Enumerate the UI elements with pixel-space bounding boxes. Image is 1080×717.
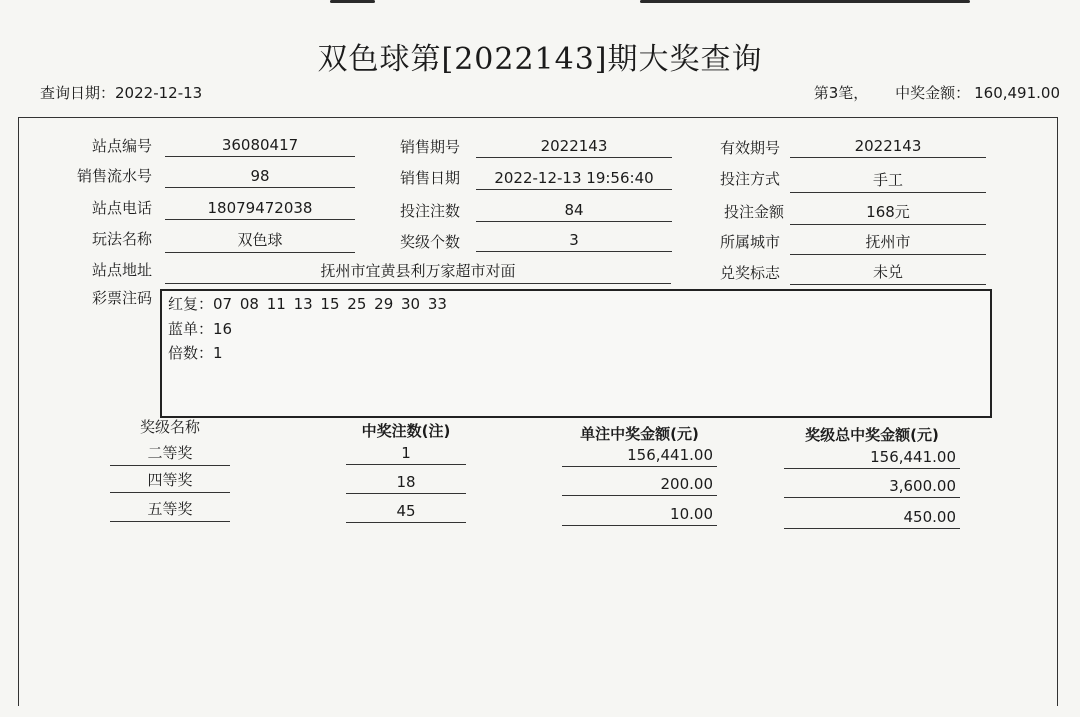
- redeem-flag-value: 未兑: [790, 261, 986, 285]
- prize-summary: [810, 82, 1060, 103]
- sale-date-value: 2022-12-13 19:56:40: [476, 169, 672, 190]
- winning-count-header: 中奖注数(注): [361, 422, 451, 440]
- redeem-flag-label: 兑奖标志: [719, 264, 780, 282]
- page-title: 双色球第[2022143]期大奖查询: [317, 42, 763, 77]
- address-label: 站点地址: [91, 261, 152, 279]
- prize-row-2-count: 18: [346, 473, 466, 494]
- game-name-label: 玩法名称: [91, 230, 152, 248]
- prize-level-header: 奖级名称: [139, 418, 200, 436]
- bet-count-label: 投注注数: [399, 202, 460, 220]
- red-numbers-label: 红复：: [168, 295, 214, 313]
- sale-period-label: 销售期号: [399, 138, 460, 156]
- multiple-value: 1: [213, 344, 223, 362]
- blue-numbers: 16: [213, 320, 233, 338]
- prize-amount-value: 160,491.00: [974, 84, 1060, 102]
- prize-row-2-level: 四等奖: [110, 469, 230, 493]
- query-date-label: 查询日期：: [40, 84, 116, 102]
- multiple-line: [168, 342, 223, 363]
- prize-row-1-count: 1: [346, 444, 466, 465]
- bet-amount-label: 投注金额: [723, 203, 784, 221]
- bet-count-value: 84: [476, 201, 672, 222]
- prize-row-1-total: 156,441.00: [784, 448, 960, 469]
- blue-numbers-line: [168, 318, 232, 339]
- address-value: 抚州市宜黄县利万家超市对面: [165, 260, 671, 284]
- red-numbers: 07 08 11 13 15 25 29 30 33: [213, 295, 447, 313]
- prize-levels-label: 奖级个数: [399, 233, 460, 251]
- station-no-value: 36080417: [165, 136, 355, 157]
- prize-row-1-unit: 156,441.00: [562, 446, 717, 467]
- bet-mode-value: 手工: [790, 169, 986, 193]
- station-no-label: 站点编号: [91, 137, 152, 155]
- bet-mode-label: 投注方式: [719, 170, 780, 188]
- ticket-code-box: [160, 289, 992, 418]
- blue-numbers-label: 蓝单：: [168, 320, 214, 338]
- prize-row-2-total: 3,600.00: [784, 477, 960, 498]
- prize-row-3-total: 450.00: [784, 508, 960, 529]
- bet-amount-value: 168元: [790, 201, 986, 225]
- prize-row-1-level: 二等奖: [110, 442, 230, 466]
- city-label: 所属城市: [719, 233, 780, 251]
- prize-row-3-level: 五等奖: [110, 498, 230, 522]
- red-numbers-line: [168, 293, 447, 314]
- game-name-value: 双色球: [165, 229, 355, 253]
- query-date: [40, 82, 202, 103]
- prize-amount-label: 中奖金额：: [895, 84, 971, 102]
- city-value: 抚州市: [790, 231, 986, 255]
- unit-prize-header: 单注中奖金额(元): [580, 425, 699, 443]
- prize-row-2-unit: 200.00: [562, 475, 717, 496]
- ticket-code-label: 彩票注码: [91, 289, 152, 307]
- valid-period-value: 2022143: [790, 137, 986, 158]
- scan-edge-left: [330, 0, 375, 3]
- record-index: 第3笔，: [813, 84, 869, 102]
- prize-row-3-unit: 10.00: [562, 505, 717, 526]
- valid-period-label: 有效期号: [719, 139, 780, 157]
- serial-no-label: 销售流水号: [76, 167, 152, 185]
- prize-levels-value: 3: [476, 231, 672, 252]
- sale-date-label: 销售日期: [399, 169, 460, 187]
- station-phone-label: 站点电话: [91, 199, 152, 217]
- query-date-value: 2022-12-13: [115, 84, 203, 102]
- station-phone-value: 18079472038: [165, 199, 355, 220]
- prize-row-3-count: 45: [346, 502, 466, 523]
- multiple-label: 倍数：: [168, 344, 214, 362]
- total-prize-header: 奖级总中奖金额(元): [805, 426, 939, 444]
- serial-no-value: 98: [165, 167, 355, 188]
- scan-edge-right: [640, 0, 970, 3]
- sale-period-value: 2022143: [476, 137, 672, 158]
